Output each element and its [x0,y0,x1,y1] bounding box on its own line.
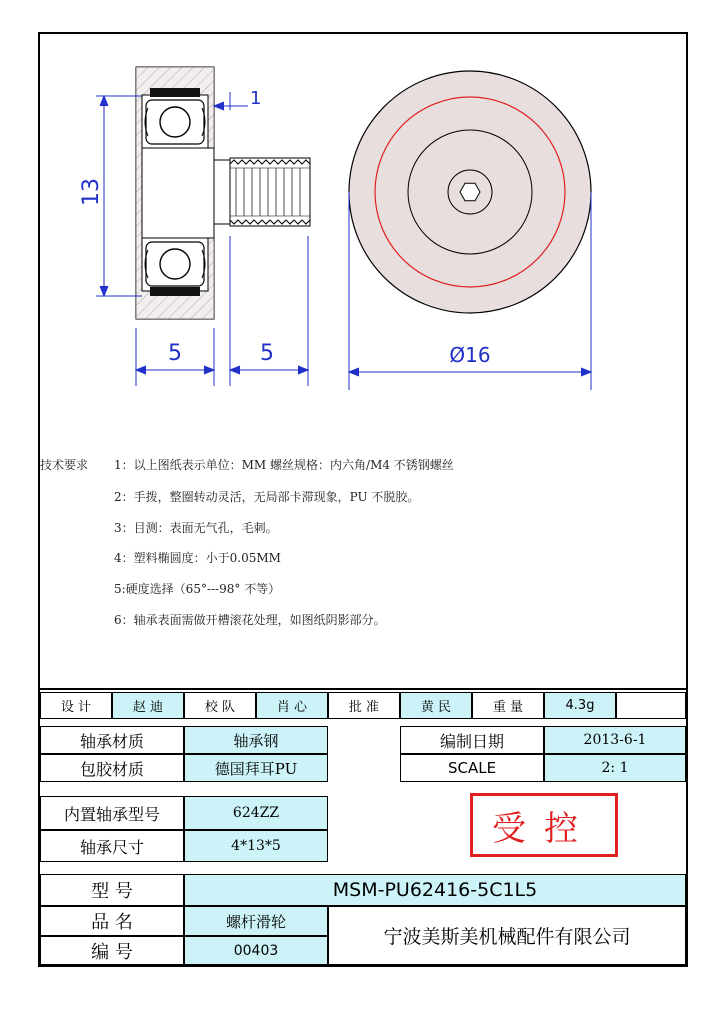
title-block-divider [38,688,688,690]
scale-value: 2: 1 [544,754,686,782]
dim-clearance-label: 1 [250,88,262,109]
product-value: 螺杆滑轮 [184,906,328,936]
controlled-stamp: 受控 [470,793,618,857]
model-value: MSM-PU62416-5C1L5 [184,874,686,906]
date-label: 编制日期 [400,726,544,754]
dim-height-label: 13 [79,178,104,206]
bearing-size-label: 轴承尺寸 [40,830,184,862]
note-3: 3：目测：表面无气孔，毛刺。 [114,521,278,535]
bearing-ball-upper [160,107,190,137]
bearing-material-value: 轴承钢 [184,726,328,754]
bearing-material-label: 轴承材质 [40,726,184,754]
number-value: 00403 [184,936,328,965]
dim-bearing-width-label: 5 [168,341,182,366]
design-value: 赵 迪 [112,692,184,719]
hex-socket-icon [460,183,480,200]
note-5: 5:硬度选择（65°---98° 不等） [114,582,281,596]
bearing-size-value: 4*13*5 [184,830,328,862]
product-label: 品 名 [40,906,184,936]
bearing-ball-lower [160,249,190,279]
wheel-section-view [136,67,214,319]
screw-thread-view [214,158,310,226]
notes-title: 技术要求 [40,458,89,472]
weight-label: 重 量 [472,692,544,719]
company-name: 宁波美斯美机械配件有限公司 [328,906,686,965]
note-2: 2：手拨，整圈转动灵活，无局部卡滞现象，PU 不脱胶。 [114,490,420,504]
note-1: 1：以上图纸表示单位：MM 螺丝规格：内六角/M4 不锈钢螺丝 [114,458,454,472]
model-label: 型 号 [40,874,184,906]
design-label: 设 计 [40,692,112,719]
date-value: 2013-6-1 [544,726,686,754]
empty-cell [616,692,686,719]
inner-bearing-label: 内置轴承型号 [40,796,184,830]
number-label: 编 号 [40,936,184,965]
coating-material-value: 德国拜耳PU [184,754,328,782]
approve-value: 黄 民 [400,692,472,719]
scale-label: SCALE [400,754,544,782]
approve-label: 批 准 [328,692,400,719]
dim-diameter-label: Ø16 [449,343,491,367]
seal-bottom [150,287,200,296]
note-4: 4：塑料椭圆度：小于0.05MM [114,551,281,565]
weight-value: 4.3g [544,692,616,719]
inner-bearing-value: 624ZZ [184,796,328,830]
dim-thread-length-label: 5 [260,341,274,366]
check-label: 校 队 [184,692,256,719]
front-view [349,71,591,313]
seal-top [150,88,200,97]
check-value: 肖 心 [256,692,328,719]
note-6: 6：轴承表面需做开槽滚花处理，如图纸阴影部分。 [114,613,386,627]
coating-material-label: 包胶材质 [40,754,184,782]
